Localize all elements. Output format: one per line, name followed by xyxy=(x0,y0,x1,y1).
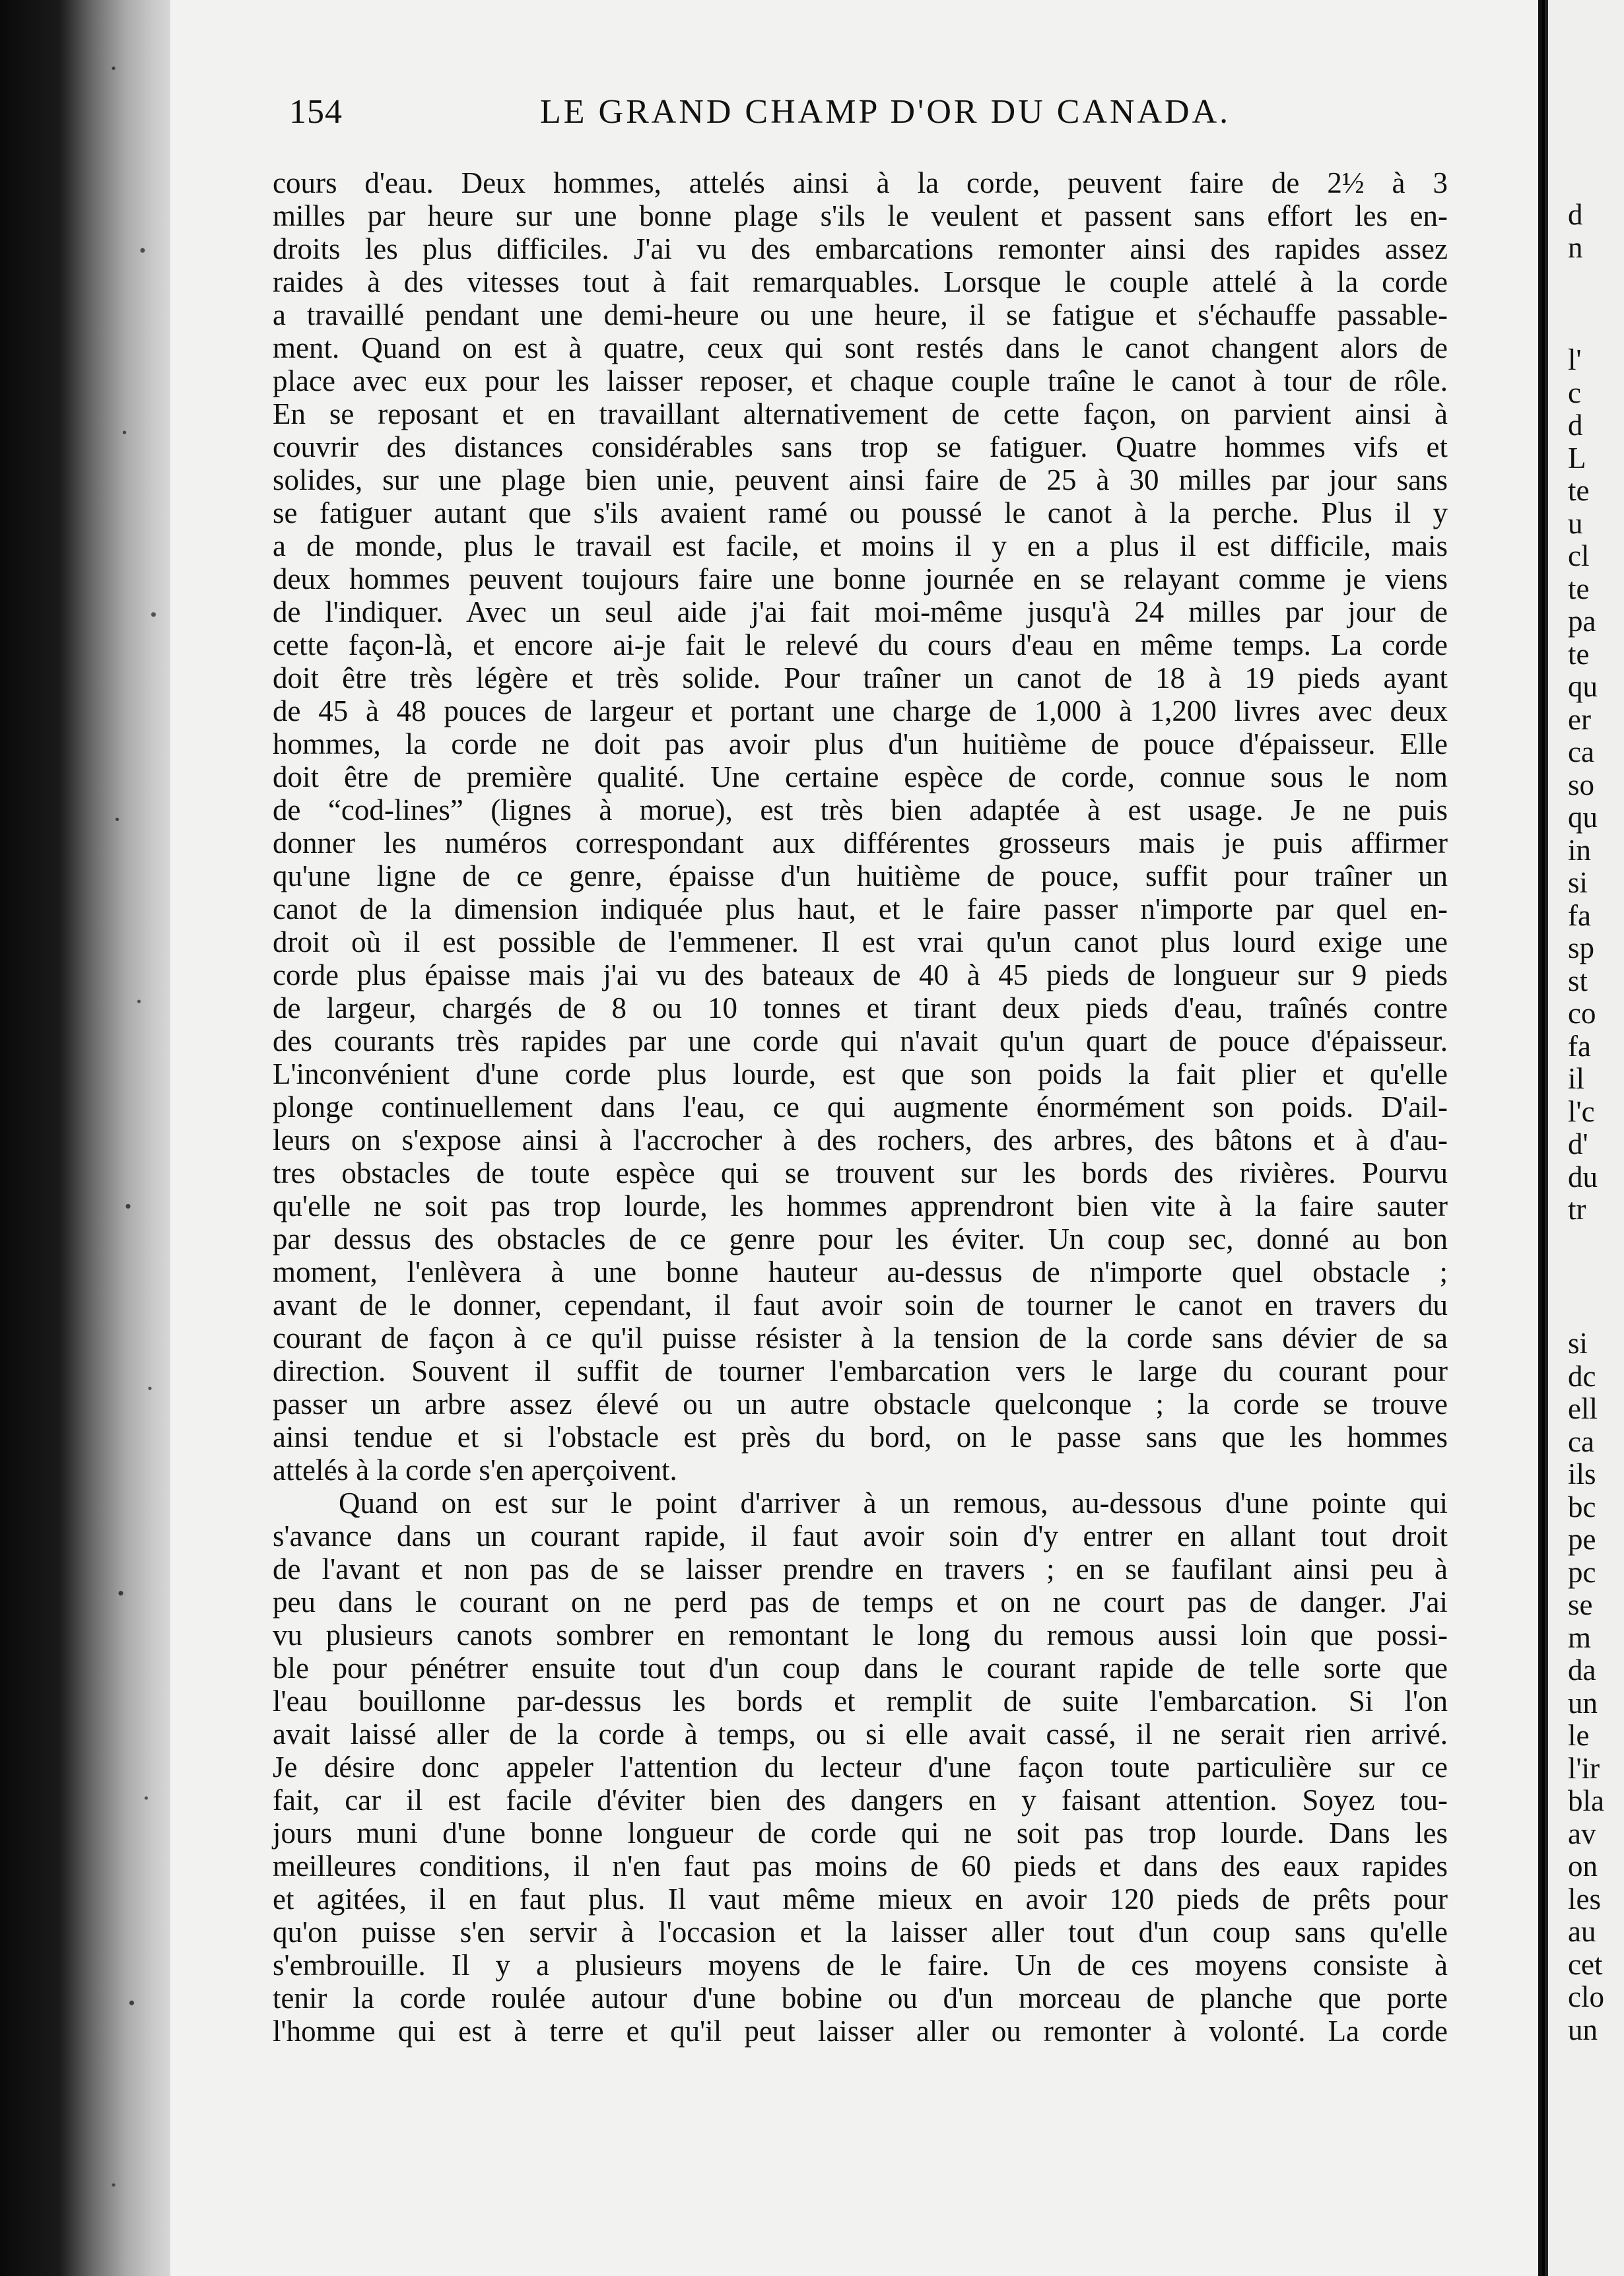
facing-line-fragment: ca xyxy=(1568,735,1594,768)
text-line: peu dans le courant on ne perd pas de temps et on ne court pas de danger. J'ai xyxy=(273,1586,1448,1619)
facing-line-fragment: le xyxy=(1568,1719,1590,1752)
text-line: par dessus des obstacles de ce genre pour les éviter. Un coup sec, donné au bon xyxy=(273,1222,1448,1255)
facing-line-fragment: d xyxy=(1568,198,1583,231)
facing-line-fragment: c xyxy=(1568,376,1581,409)
facing-line-fragment: bla xyxy=(1568,1784,1604,1817)
text-line: leurs on s'expose ainsi à l'accrocher à des rochers, des arbres, des bâtons et à d'au- xyxy=(273,1123,1448,1156)
text-line: qu'on puisse s'en servir à l'occasion et la laisser aller tout d'un coup sans qu'elle xyxy=(273,1916,1448,1949)
text-line: qu'une ligne de ce genre, épaisse d'un huitième de pouce, suffit pour traîner un xyxy=(273,859,1448,892)
text-line: donner les numéros correspondant aux différentes grosseurs mais je puis affirmer xyxy=(273,826,1448,859)
text-line: passer un arbre assez élevé ou un autre obstacle quelconque ; la corde se trouve xyxy=(273,1388,1448,1421)
text-line: fait, car il est facile d'éviter bien des dangers en y faisant attention. Soyez tou- xyxy=(273,1784,1448,1817)
facing-line-fragment: au xyxy=(1568,1915,1596,1948)
facing-line-fragment: n xyxy=(1568,231,1583,264)
facing-line-fragment: un xyxy=(1568,2013,1598,2046)
text-line: deux hommes peuvent toujours faire une bonne journée en se relayant comme je viens xyxy=(273,562,1448,595)
text-line: jours muni d'une bonne longueur de corde qui ne soit pas trop lourde. Dans les xyxy=(273,1817,1448,1850)
facing-line-fragment: l'ir xyxy=(1568,1751,1600,1785)
facing-line-fragment: clo xyxy=(1568,1980,1604,2013)
facing-line-fragment: du xyxy=(1568,1160,1598,1193)
facing-line-fragment: te xyxy=(1568,637,1590,671)
book-page xyxy=(170,0,1542,2276)
facing-line-fragment: d' xyxy=(1568,1127,1588,1160)
text-line: cours d'eau. Deux hommes, attelés ainsi à la corde, peuvent faire de 2½ à 3 xyxy=(273,166,1448,199)
text-line: canot de la dimension indiquée plus haut, et le faire passer n'importe par quel en- xyxy=(273,892,1448,925)
text-line: ment. Quand on est à quatre, ceux qui sont restés dans le canot changent alors de xyxy=(273,331,1448,364)
gutter-speckles xyxy=(99,0,172,2276)
facing-line-fragment: si xyxy=(1568,1327,1588,1360)
text-line: s'embrouille. Il y a plusieurs moyens de le faire. Un de ces moyens consiste à xyxy=(273,1949,1448,1982)
facing-line-fragment: fa xyxy=(1568,898,1591,932)
text-line: En se reposant et en travaillant alternativement de cette façon, on parvient ainsi à xyxy=(273,397,1448,430)
facing-line-fragment: av xyxy=(1568,1817,1596,1850)
text-line: meilleures conditions, il n'en faut pas moins de 60 pieds et dans des eaux rapides xyxy=(273,1850,1448,1883)
text-line: l'eau bouillonne par-dessus les bords et remplit de suite l'embarcation. Si l'on xyxy=(273,1685,1448,1718)
text-line: place avec eux pour les laisser reposer, et chaque couple traîne le canot à tour de rôle. xyxy=(273,364,1448,397)
facing-line-fragment: L xyxy=(1568,441,1586,475)
page-number: 154 xyxy=(289,93,343,131)
text-line: Je désire donc appeler l'attention du lecteur d'une façon toute particulière sur ce xyxy=(273,1751,1448,1784)
running-title: LE GRAND CHAMP D'OR DU CANADA. xyxy=(540,93,1231,131)
text-line: vu plusieurs canots sombrer en remontant le long du remous aussi loin que possi- xyxy=(273,1619,1448,1652)
text-line: se fatiguer autant que s'ils avaient ramé ou poussé le canot à la perche. Plus il y xyxy=(273,496,1448,529)
text-line: solides, sur une plage bien unie, peuvent ainsi faire de 25 à 30 milles par jour sans xyxy=(273,463,1448,496)
facing-line-fragment: qu xyxy=(1568,670,1598,703)
text-line: a travaillé pendant une demi-heure ou une heure, il se fatigue et s'échauffe passable- xyxy=(273,298,1448,331)
facing-line-fragment: d xyxy=(1568,409,1583,442)
facing-line-fragment: tr xyxy=(1568,1193,1586,1226)
text-line: et agitées, il en faut plus. Il vaut même mieux en avoir 120 pieds de prêts pour xyxy=(273,1883,1448,1916)
text-line: qu'elle ne soit pas trop lourde, les hommes apprendront bien vite à la faire sauter xyxy=(273,1189,1448,1222)
facing-line-fragment: co xyxy=(1568,997,1596,1030)
text-line: direction. Souvent il suffit de tourner l'embarcation vers le large du courant pour xyxy=(273,1355,1448,1388)
text-line: l'homme qui est à terre et qu'il peut laisser aller ou remonter à volonté. La corde xyxy=(273,2015,1448,2048)
facing-line-fragment: si xyxy=(1568,866,1588,899)
text-line: courant de façon à ce qu'il puisse résister à la tension de la corde sans dévier de sa xyxy=(273,1322,1448,1355)
text-line: a de monde, plus le travail est facile, et moins il y en a plus il est difficile, mais xyxy=(273,529,1448,562)
text-line: raides à des vitesses tout à fait remarquables. Lorsque le couple attelé à la corde xyxy=(273,265,1448,298)
text-line: cette façon-là, et encore ai-je fait le relevé du cours d'eau en même temps. La corde xyxy=(273,628,1448,661)
facing-line-fragment: les xyxy=(1568,1882,1601,1916)
page-header xyxy=(170,0,1538,172)
text-line: avant de le donner, cependant, il faut avoir soin de tourner le canot en travers du xyxy=(273,1289,1448,1322)
book-gutter xyxy=(0,0,172,2276)
body-text xyxy=(273,166,1448,2048)
facing-line-fragment: bc xyxy=(1568,1490,1596,1523)
text-line: ble pour pénétrer ensuite tout d'un coup dans le courant rapide de telle sorte que xyxy=(273,1652,1448,1685)
facing-line-fragment: da xyxy=(1568,1654,1596,1687)
text-line: attelés à la corde s'en aperçoivent. xyxy=(273,1454,677,1487)
text-line: moment, l'enlèvera à une bonne hauteur au-dessus de n'importe quel obstacle ; xyxy=(273,1255,1448,1289)
text-line: doit être très légère et très solide. Pour traîner un canot de 18 à 19 pieds ayant xyxy=(273,661,1448,694)
facing-line-fragment: se xyxy=(1568,1588,1593,1621)
text-line: de “cod-lines” (lignes à morue), est très bien adaptée à est usage. Je ne puis xyxy=(273,793,1448,826)
facing-line-fragment: ca xyxy=(1568,1424,1594,1458)
facing-line-fragment: l'c xyxy=(1568,1094,1595,1128)
facing-line-fragment: so xyxy=(1568,768,1595,801)
text-line: de l'avant et non pas de se laisser prendre en travers ; en se faufilant ainsi peu à xyxy=(273,1553,1448,1586)
facing-line-fragment: m xyxy=(1568,1621,1592,1654)
facing-line-fragment: sp xyxy=(1568,931,1595,964)
facing-line-fragment: fa xyxy=(1568,1029,1591,1063)
facing-line-fragment: l' xyxy=(1568,343,1582,376)
text-line: plonge continuellement dans l'eau, ce qui augmente énormément son poids. D'ail- xyxy=(273,1090,1448,1123)
facing-line-fragment: in xyxy=(1568,833,1592,867)
text-line: tenir la corde roulée autour d'une bobine ou d'un morceau de planche que porte xyxy=(273,1982,1448,2015)
text-line: L'inconvénient d'une corde plus lourde, est que son poids la fait plier et qu'elle xyxy=(273,1057,1448,1090)
text-line: ainsi tendue et si l'obstacle est près du bord, on le passe sans que les hommes xyxy=(273,1421,1448,1454)
facing-line-fragment: un xyxy=(1568,1686,1598,1720)
text-line: corde plus épaisse mais j'ai vu des bateaux de 40 à 45 pieds de longueur sur 9 pieds xyxy=(273,958,1448,991)
facing-line-fragment: te xyxy=(1568,572,1590,605)
facing-line-fragment: il xyxy=(1568,1062,1585,1095)
text-line: de largeur, chargés de 8 ou 10 tonnes et tirant deux pieds d'eau, traînés contre xyxy=(273,991,1448,1024)
facing-line-fragment: pc xyxy=(1568,1555,1596,1589)
facing-line-fragment: pe xyxy=(1568,1523,1596,1556)
facing-line-fragment: cet xyxy=(1568,1947,1603,1981)
facing-line-fragment: on xyxy=(1568,1850,1598,1883)
facing-line-fragment: cl xyxy=(1568,539,1590,572)
facing-line-fragment: u xyxy=(1568,506,1583,540)
text-line: des courants très rapides par une corde qui n'avait qu'un quart de pouce d'épaisseur. xyxy=(273,1024,1448,1057)
text-line: milles par heure sur une bonne plage s'ils le veulent et passent sans effort les en- xyxy=(273,199,1448,232)
text-line: tres obstacles de toute espèce qui se trouvent sur les bords des rivières. Pourvu xyxy=(273,1156,1448,1189)
facing-line-fragment: te xyxy=(1568,474,1590,507)
facing-line-fragment: qu xyxy=(1568,801,1598,834)
facing-page-edge xyxy=(1545,0,1624,2276)
facing-line-fragment: pa xyxy=(1568,605,1596,638)
text-line: droit où il est possible de l'emmener. Il est vrai qu'un canot plus lourd exige une xyxy=(273,925,1448,958)
text-line: de l'indiquer. Avec un seul aide j'ai fait moi-même jusqu'à 24 milles par jour de xyxy=(273,595,1448,628)
facing-line-fragment: ils xyxy=(1568,1457,1596,1490)
facing-line-fragment: dc xyxy=(1568,1359,1596,1393)
text-line: avait laissé aller de la corde à temps, ou si elle avait cassé, il ne serait rien arrivé. xyxy=(273,1718,1448,1751)
text-line: de 45 à 48 pouces de largeur et portant une charge de 1,000 à 1,200 livres avec deux xyxy=(273,694,1448,727)
text-line: Quand on est sur le point d'arriver à un remous, au-dessous d'une pointe qui xyxy=(339,1487,1448,1520)
text-line: hommes, la corde ne doit pas avoir plus d'un huitième de pouce d'épaisseur. Elle xyxy=(273,727,1448,760)
text-line: s'avance dans un courant rapide, il faut avoir soin d'y entrer en allant tout droit xyxy=(273,1520,1448,1553)
text-line: doit être de première qualité. Une certaine espèce de corde, connue sous le nom xyxy=(273,760,1448,793)
facing-line-fragment: ell xyxy=(1568,1392,1598,1425)
text-line: droits les plus difficiles. J'ai vu des embarcations remonter ainsi des rapides assez xyxy=(273,232,1448,265)
facing-line-fragment: st xyxy=(1568,964,1588,997)
text-line: couvrir des distances considérables sans trop se fatiguer. Quatre hommes vifs et xyxy=(273,430,1448,463)
facing-line-fragment: er xyxy=(1568,702,1591,736)
